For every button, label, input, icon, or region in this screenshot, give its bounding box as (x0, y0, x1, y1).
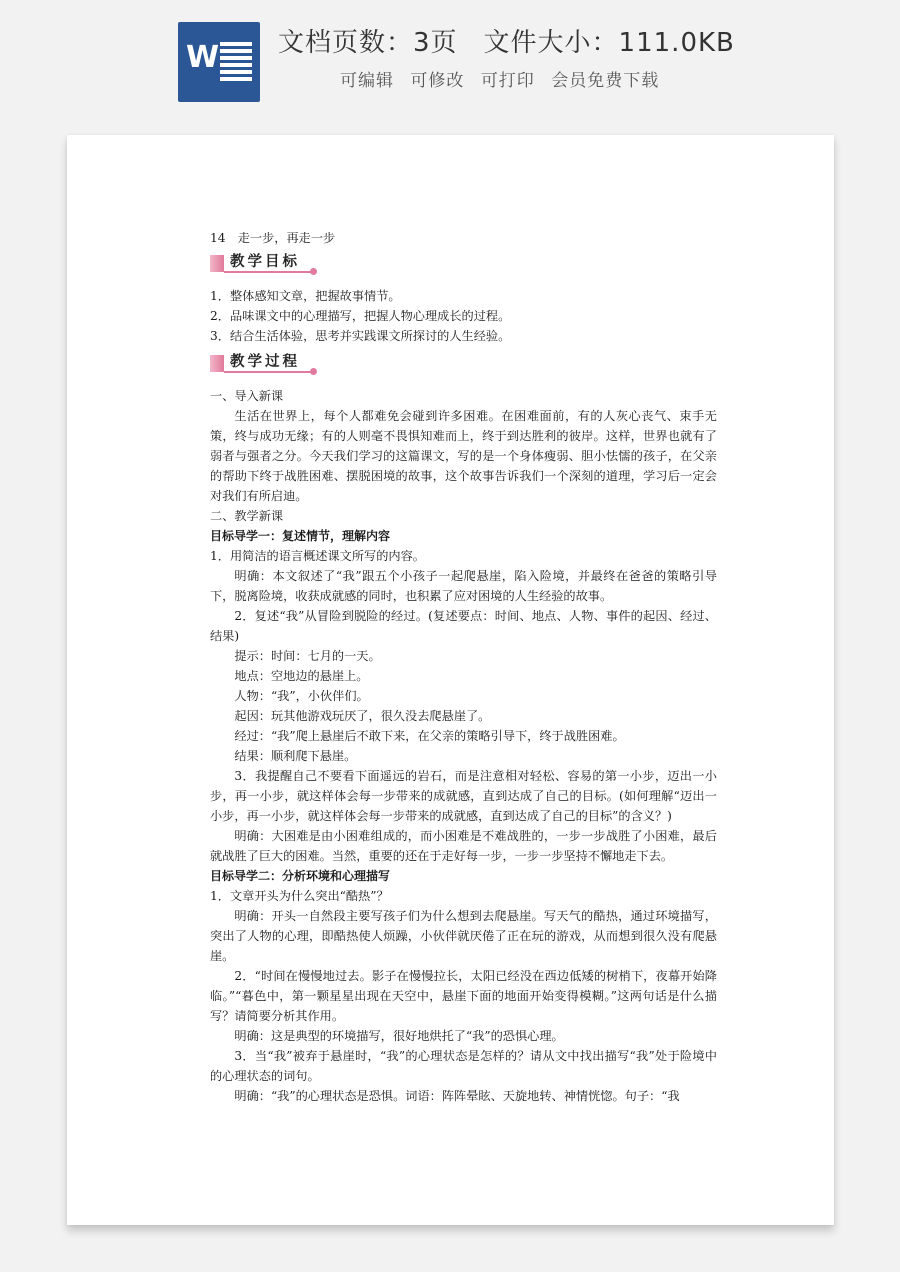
section-heading-process (210, 352, 717, 378)
hint-line: 地点：空地边的悬崖上。 (234, 669, 369, 683)
hint-line: 起因：玩其他游戏玩厌了，很久没去爬悬崖了。 (234, 709, 491, 723)
document-info-title (278, 22, 778, 59)
feature-printable: 可打印 (480, 71, 535, 91)
feature-modifiable: 可修改 (410, 71, 465, 91)
question: 2．复述“我”从冒险到脱险的经过。(复述要点：时间、地点、人物、事件的起因、经过、结果) (210, 609, 717, 643)
file-size: 文件大小：111.0KB (483, 28, 735, 58)
hint-line: 经过：“我”爬上悬崖后不敢下来，在父亲的策略引导下，终于战胜困难。 (234, 729, 625, 743)
goal-item: 1．整体感知文章，把握故事情节。 (210, 289, 401, 303)
feature-member-download: 会员免费下载 (551, 71, 660, 91)
hint-line: 人物：“我”，小伙伴们。 (234, 689, 369, 703)
header-banner (0, 0, 900, 122)
document-content (210, 228, 717, 1106)
question: 1．文章开头为什么突出“酷热”？ (210, 889, 389, 903)
paragraph: 生活在世界上，每个人都难免会碰到许多困难。在困难面前，有的人灰心丧气、束手无策，终与成功无缘；有的人则毫不畏惧知难而上，终于到达胜利的彼岸。这样，世界也就有了弱者与强者之分。今天我们学习的这篇课文，写的是一个身体瘦弱、胆小怯懦的孩子，在父亲的帮助下终于战胜困难、摆脱困境的故事，这个故事告诉我们一个深刻的道理，学习后一定会对我们有所启迪。 (210, 409, 717, 503)
section-heading-label: 教学目标 (230, 253, 300, 270)
question: 3．我提醒自己不要看下面遥远的岩石，而是注意相对轻松、容易的第一小步，迈出一小步，再一小步，就这样体会每一步带来的成就感，直到达成了自己的目标。(如何理解“迈出一小步，再一小步，就这样体会每一步带来的成就感，直到达成了自己的目标”的含义？) (210, 769, 717, 823)
target-heading: 目标导学二：分析环境和心理描写 (210, 869, 391, 883)
word-icon-letter: W (186, 40, 220, 75)
question: 1．用简洁的语言概述课文所写的内容。 (210, 549, 425, 563)
answer: 明确：开头一自然段主要写孩子们为什么想到去爬悬崖。写天气的酷热，通过环境描写，突出了人物的心理，即酷热使人烦躁，小伙伴就厌倦了正在玩的游戏，从而想到很久没有爬悬崖。 (210, 909, 717, 963)
goal-item: 3．结合生活体验，思考并实践课文所探讨的人生经验。 (210, 329, 511, 343)
question: 3．当“我”被弃于悬崖时，“我”的心理状态是怎样的？请从文中找出描写“我”处于险境中的心理状态的词句。 (210, 1049, 717, 1083)
target-heading: 目标导学一：复述情节，理解内容 (210, 529, 391, 543)
feature-editable: 可编辑 (340, 71, 394, 91)
hint-line: 提示：时间：七月的一天。 (234, 649, 381, 663)
feature-list (340, 66, 740, 91)
part-heading: 二、教学新课 (210, 509, 284, 523)
document-page (67, 135, 834, 1225)
part-heading: 一、导入新课 (210, 389, 284, 403)
hint-line: 结果：顺利爬下悬崖。 (234, 749, 357, 763)
section-heading-label: 教学过程 (230, 353, 300, 370)
answer: 明确：大困难是由小困难组成的，而小困难是不难战胜的，一步一步战胜了小困难，最后就战胜了巨大的困难。当然，重要的还在于走好每一步，一步一步坚持不懈地走下去。 (210, 829, 717, 863)
answer: 明确：“我”的心理状态是恐惧。词语：阵阵晕眩、天旋地转、神情恍惚。句子：“我 (234, 1089, 680, 1103)
word-document-icon (178, 22, 260, 102)
word-icon-lines (220, 42, 252, 84)
goal-item: 2．品味课文中的心理描写，把握人物心理成长的过程。 (210, 309, 511, 323)
answer: 明确：这是典型的环境描写，很好地烘托了“我”的恐惧心理。 (234, 1029, 564, 1043)
page-count: 文档页数：3页 (278, 28, 458, 58)
answer: 明确：本文叙述了“我”跟五个小孩子一起爬悬崖，陷入险境，并最终在爸爸的策略引导下，脱离险境，收获成就感的同时，也积累了应对困境的人生经验的故事。 (210, 569, 717, 603)
section-heading-goals (210, 252, 717, 278)
question: 2．“时间在慢慢地过去。影子在慢慢拉长，太阳已经没在西边低矮的树梢下，夜幕开始降临。”“暮色中，第一颗星星出现在天空中，悬崖下面的地面开始变得模糊。”这两句话是什么描写？请简要分析其作用。 (210, 969, 717, 1023)
lesson-title: 14 走一步，再走一步 (210, 231, 336, 245)
